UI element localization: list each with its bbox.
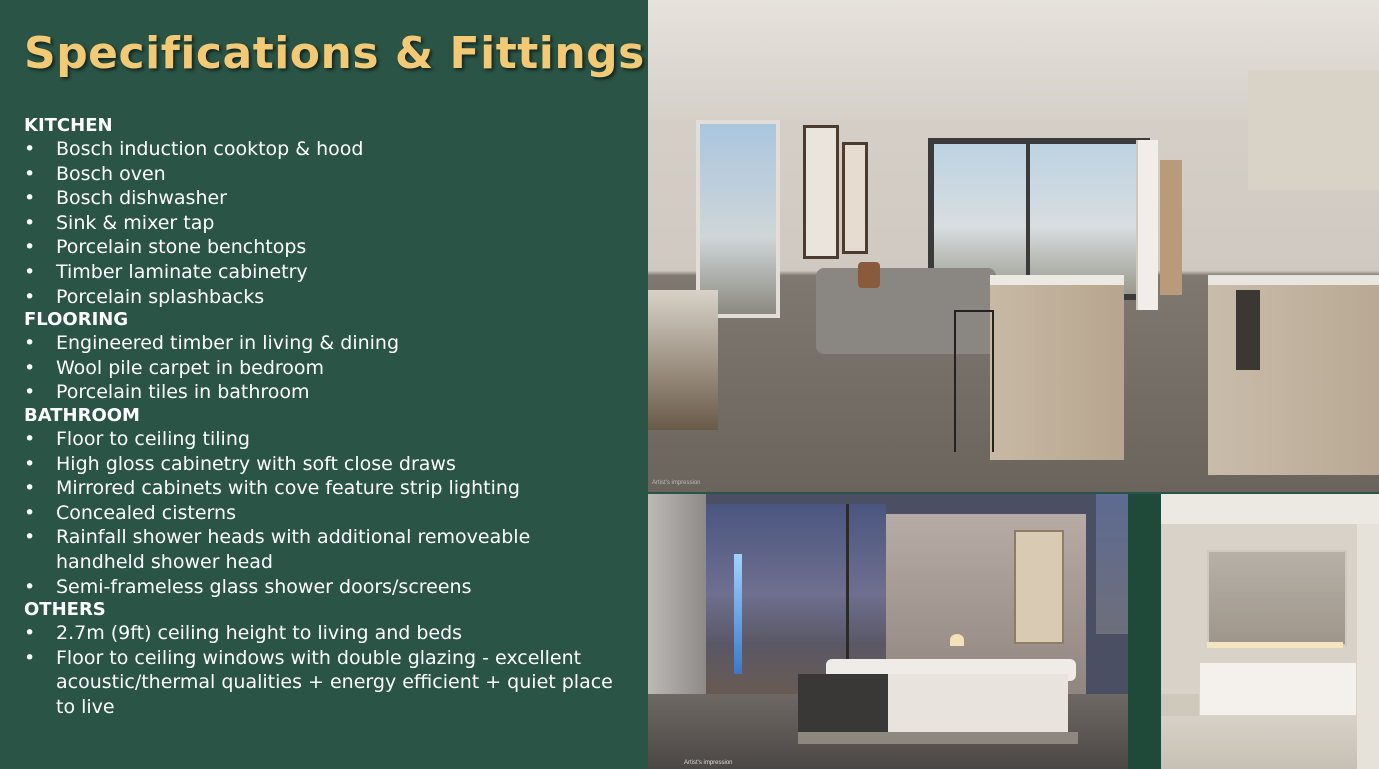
bullet: • <box>24 427 36 450</box>
bathroom-photo <box>1161 494 1379 769</box>
section-heading: BATHROOM <box>24 404 140 426</box>
spec-item: • Wool pile carpet in bedroom <box>24 356 325 379</box>
image-caption: Artist's impression <box>652 480 701 486</box>
bullet: • <box>24 452 36 475</box>
section-kitchen <box>24 115 624 309</box>
bullet: • <box>24 236 36 259</box>
section-heading: FLOORING <box>24 309 129 331</box>
bullet: • <box>24 260 36 283</box>
kitchen-living-photo <box>648 0 1379 492</box>
bullet: • <box>24 526 36 549</box>
spec-item: • High gloss cabinetry with soft close draws <box>24 452 456 475</box>
spec-item: • Porcelain tiles in bathroom <box>24 381 310 404</box>
spec-item: • Timber laminate cabinetry <box>24 260 308 283</box>
bullet: • <box>24 381 36 404</box>
bullet: • <box>24 187 36 210</box>
section-heading: OTHERS <box>24 599 106 621</box>
bullet: • <box>24 138 36 160</box>
bullet: • <box>24 356 36 379</box>
spec-item: • Engineered timber in living & dining <box>24 332 400 355</box>
artwork <box>1014 530 1064 644</box>
bullet: • <box>24 575 36 598</box>
bullet: • <box>24 477 36 500</box>
spec-item: • Sink & mixer tap <box>24 211 215 234</box>
artwork <box>803 125 839 259</box>
section-others <box>24 599 624 719</box>
image-caption: Artist's impression <box>684 760 733 766</box>
section-heading: KITCHEN <box>24 115 113 136</box>
bullet: • <box>24 332 36 355</box>
artwork <box>842 142 868 254</box>
spec-item: • Porcelain stone benchtops <box>24 236 307 259</box>
bullet: • <box>24 162 36 185</box>
bullet: • <box>24 285 36 308</box>
mirror-cabinet <box>1207 550 1347 646</box>
spec-item: • Semi-frameless glass shower doors/screens <box>24 575 472 598</box>
spec-item: • Bosch dishwasher <box>24 187 227 210</box>
spec-item: • Bosch oven <box>24 162 166 185</box>
spec-item: • Mirrored cabinets with cove feature strip lighting <box>24 477 520 500</box>
section-bathroom <box>24 405 624 599</box>
spec-item: • Floor to ceiling windows with double glazing - excellent acoustic/thermal qualities + energy efficient + quiet place to live <box>24 646 613 718</box>
bullet: • <box>24 622 36 645</box>
vanity <box>1199 662 1357 716</box>
accent-strip <box>1128 494 1161 769</box>
spec-item: • 2.7m (9ft) ceiling height to living and beds <box>24 622 463 645</box>
spec-item: • Bosch induction cooktop & hood <box>24 138 364 160</box>
specs-list <box>24 115 624 719</box>
spec-item: • Rainfall shower heads with additional removeable handheld shower head <box>24 526 531 573</box>
kitchen-island <box>990 285 1124 460</box>
bullet: • <box>24 646 36 669</box>
spec-item: • Concealed cisterns <box>24 501 236 524</box>
bedroom-photo <box>648 494 1128 769</box>
page-title: Specifications & Fittings <box>24 28 645 79</box>
spec-item: • Porcelain splashbacks <box>24 285 265 308</box>
specs-panel <box>0 0 648 769</box>
spec-item: • Floor to ceiling tiling <box>24 427 250 450</box>
bullet: • <box>24 501 36 524</box>
bullet: • <box>24 211 36 234</box>
section-flooring <box>24 309 624 405</box>
